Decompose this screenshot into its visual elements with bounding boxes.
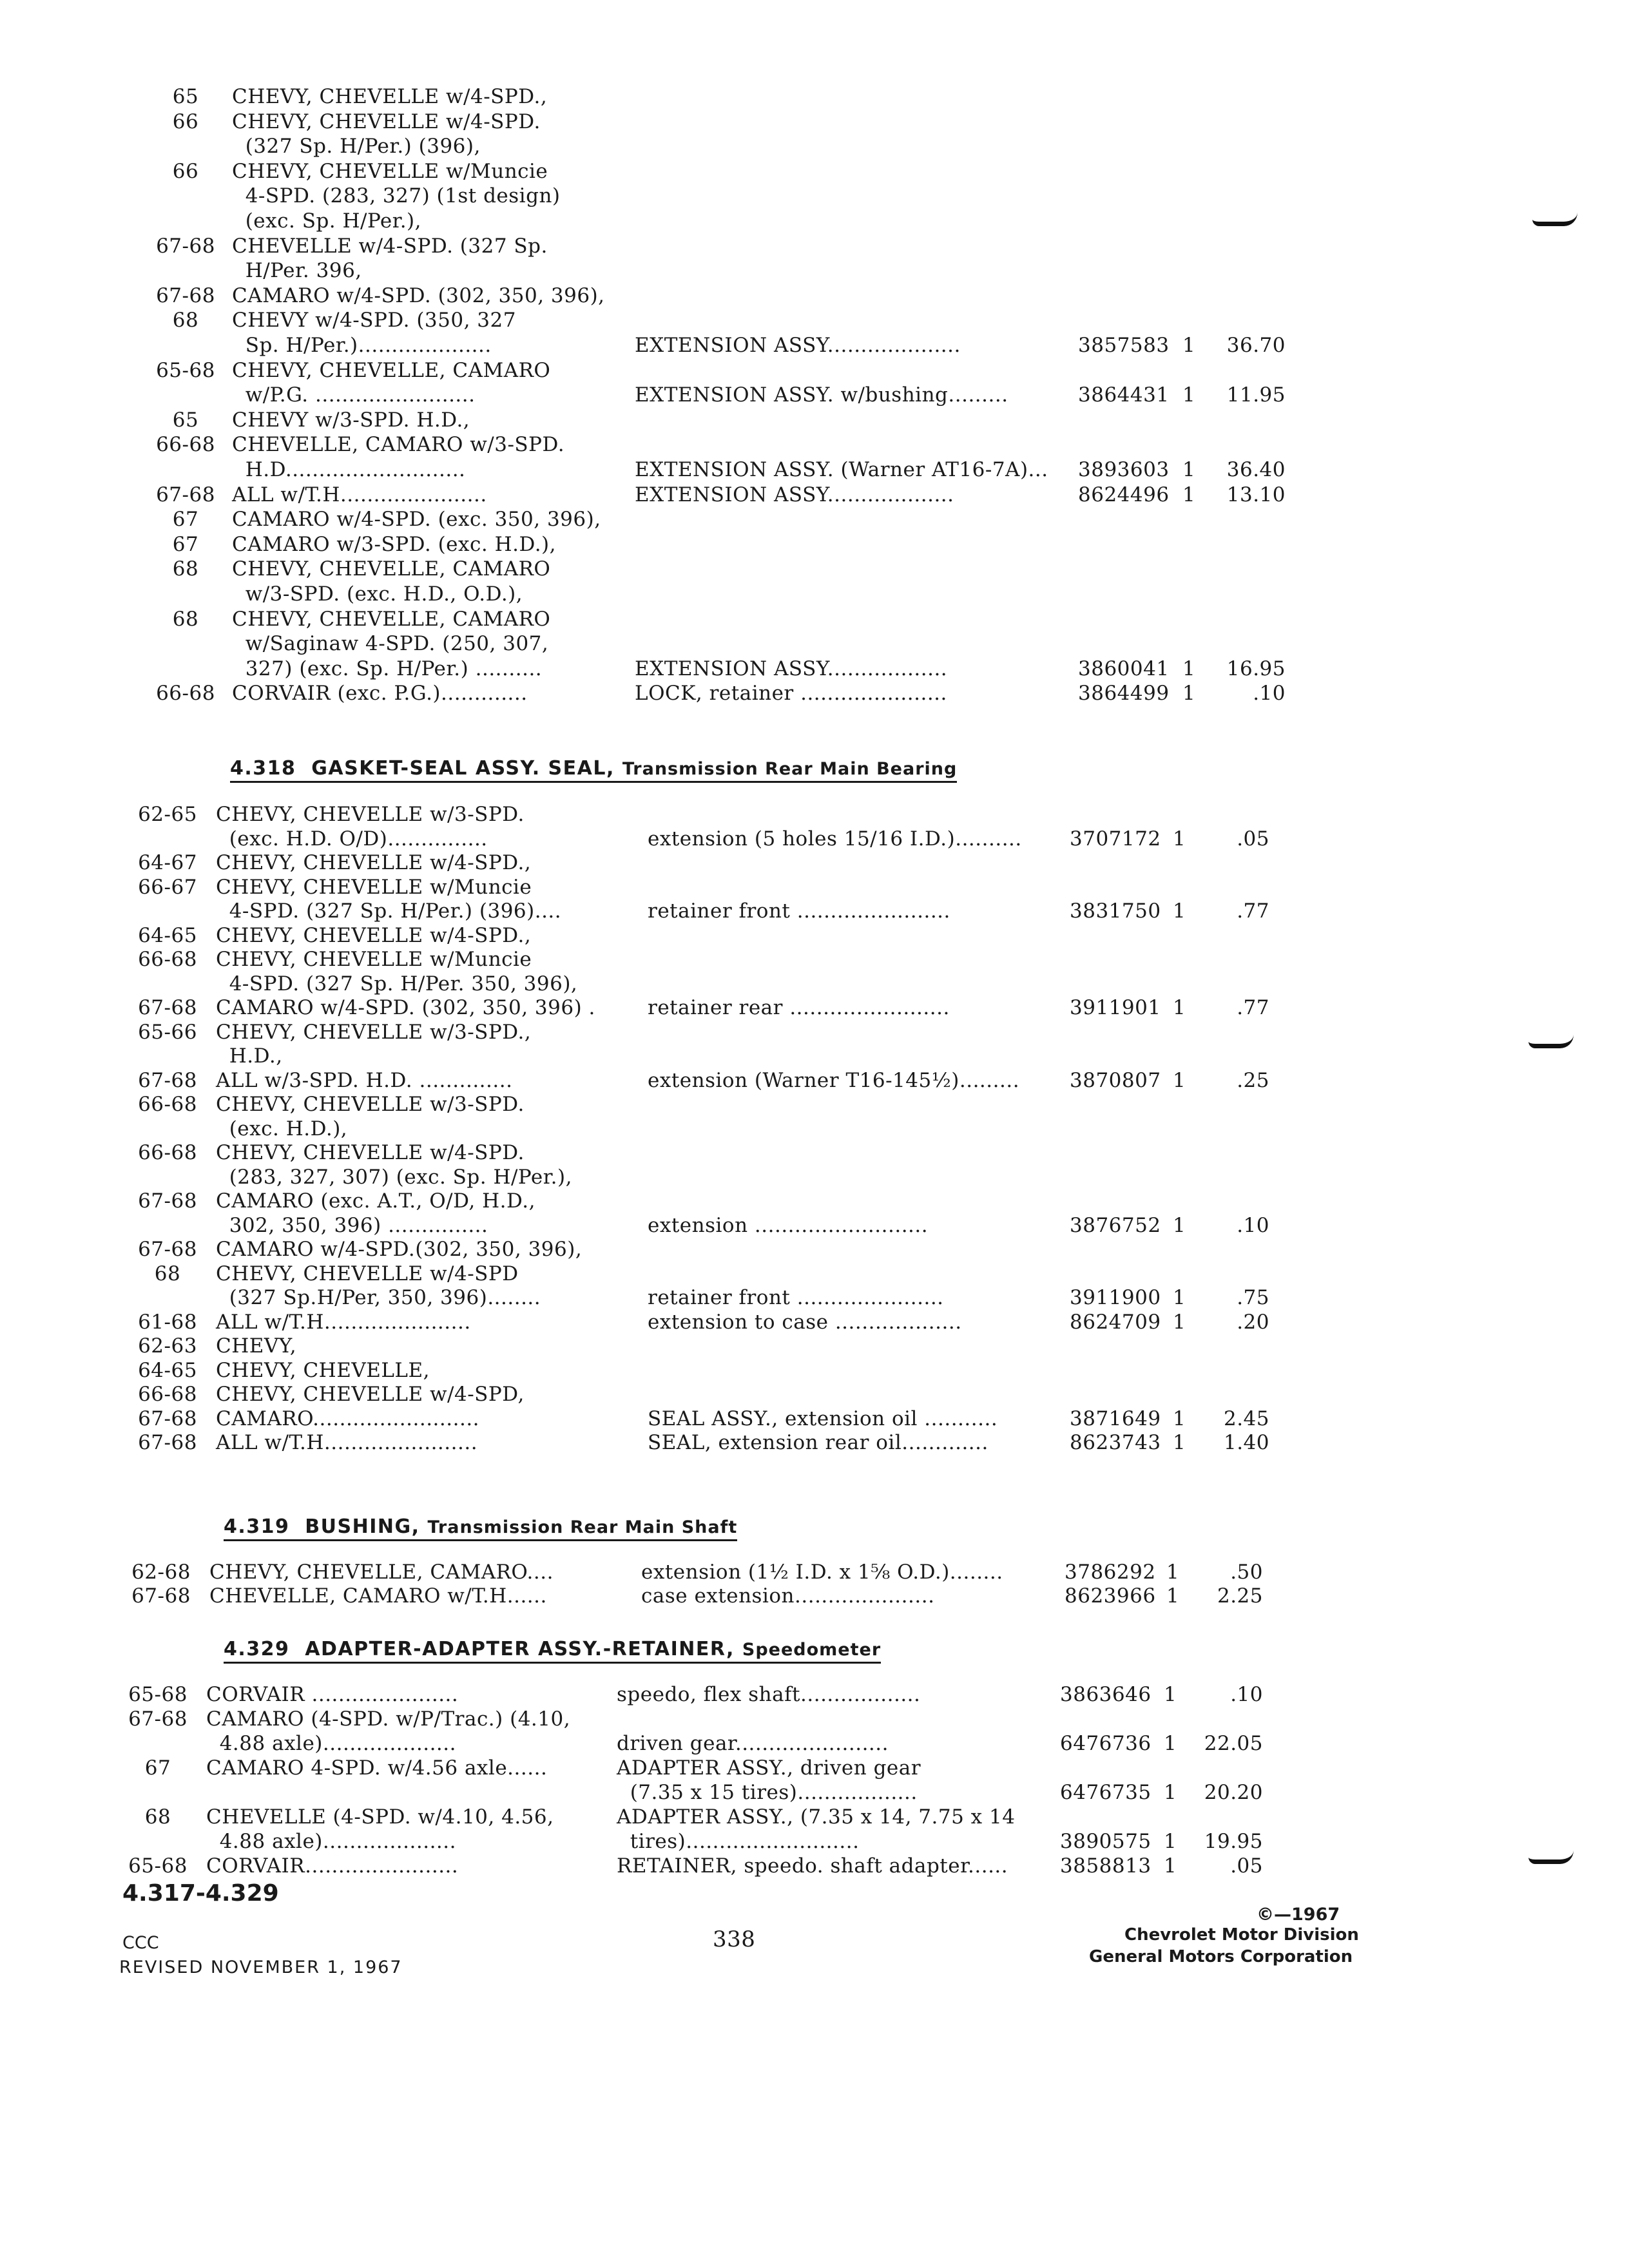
section-subtitle: Transmission Rear Main Bearing	[622, 759, 958, 779]
model-year: 61-68	[138, 1311, 197, 1334]
part-number: 3911901	[1070, 996, 1161, 1019]
model-year: 67	[172, 508, 199, 531]
part-description: extension ..........................	[648, 1214, 929, 1237]
model-year: 68	[172, 309, 199, 332]
corporation-name: General Motors Corporation	[1089, 1947, 1353, 1966]
vehicle-model: CAMARO w/4-SPD. (exc. 350, 396),	[232, 508, 601, 531]
price: 20.20	[1204, 1781, 1263, 1804]
vehicle-model: CAMARO w/4-SPD.(302, 350, 396),	[216, 1238, 583, 1261]
vehicle-model: (exc. H.D.),	[216, 1117, 348, 1140]
part-number: 3864431	[1078, 383, 1170, 407]
part-number: 3786292	[1065, 1561, 1156, 1584]
vehicle-model: CAMARO (exc. A.T., O/D, H.D.,	[216, 1189, 535, 1213]
vehicle-model: CHEVY w/4-SPD. (350, 327	[232, 309, 516, 332]
section-title: ADAPTER-ADAPTER ASSY.-RETAINER,	[305, 1638, 735, 1660]
part-description: EXTENSION ASSY. w/bushing.........	[635, 383, 1008, 407]
part-number: 8623743	[1070, 1431, 1161, 1454]
price: .77	[1237, 996, 1269, 1019]
vehicle-model: w/Saginaw 4-SPD. (250, 307,	[232, 632, 549, 655]
model-year: 66	[172, 110, 199, 133]
vehicle-model: CHEVY, CHEVELLE w/4-SPD.,	[216, 924, 532, 947]
vehicle-model: CHEVY, CHEVELLE w/Muncie	[232, 160, 548, 183]
model-year: 67-68	[138, 996, 197, 1019]
section-title: BUSHING,	[305, 1515, 420, 1538]
model-year: 65	[172, 408, 199, 432]
part-description: extension (Warner T16-145½).........	[648, 1069, 1020, 1092]
vehicle-model: CHEVY, CHEVELLE w/3-SPD.	[216, 803, 525, 826]
vehicle-model: CHEVY, CHEVELLE, CAMARO	[232, 608, 551, 631]
price: .77	[1237, 899, 1269, 923]
price: 13.10	[1226, 483, 1286, 506]
vehicle-model: CHEVELLE, CAMARO w/T.H......	[209, 1584, 547, 1608]
vehicle-model: 327) (exc. Sp. H/Per.) ..........	[232, 657, 543, 680]
section-heading	[230, 757, 957, 783]
vehicle-model: w/3-SPD. (exc. H.D., O.D.),	[232, 582, 523, 606]
model-year: 65-66	[138, 1021, 197, 1044]
division-name: Chevrolet Motor Division	[1124, 1925, 1359, 1945]
section-subtitle: Speedometer	[742, 1640, 882, 1660]
vehicle-model: 4.88 axle)....................	[206, 1830, 456, 1853]
vehicle-model: CHEVY, CHEVELLE w/4-SPD.	[232, 110, 541, 133]
vehicle-model: H/Per. 396,	[232, 259, 362, 282]
vehicle-model: H.D...........................	[232, 458, 466, 481]
part-number: 3864499	[1078, 682, 1170, 705]
quantity: 1	[1173, 1069, 1186, 1092]
section-number: 4.318	[230, 757, 296, 780]
price: .10	[1253, 682, 1286, 705]
model-year: 68	[172, 608, 199, 631]
vehicle-model: CHEVY w/3-SPD. H.D.,	[232, 408, 470, 432]
section-heading	[224, 1515, 737, 1541]
quantity: 1	[1173, 827, 1186, 850]
part-description: LOCK, retainer ......................	[635, 682, 947, 705]
section-heading	[224, 1638, 881, 1664]
quantity: 1	[1182, 682, 1196, 705]
part-number: 3860041	[1078, 657, 1170, 680]
part-description: speedo, flex shaft..................	[617, 1683, 921, 1706]
section-number: 4.319	[224, 1515, 290, 1538]
model-year: 64-65	[138, 1359, 197, 1382]
model-year: 67-68	[138, 1407, 197, 1430]
vehicle-model: CHEVY, CHEVELLE w/4-SPD.	[216, 1141, 525, 1164]
model-year: 66-68	[156, 682, 215, 705]
vehicle-model: CHEVELLE w/4-SPD. (327 Sp.	[232, 235, 548, 258]
quantity: 1	[1173, 996, 1186, 1019]
model-year: 68	[144, 1805, 171, 1829]
vehicle-model: CHEVY, CHEVELLE, CAMARO	[232, 557, 551, 581]
model-year: 65-68	[128, 1683, 188, 1706]
model-year: 62-63	[138, 1334, 197, 1358]
price: 36.40	[1226, 458, 1286, 481]
vehicle-model: CAMARO.........................	[216, 1407, 480, 1430]
part-number: 3863646	[1060, 1683, 1152, 1706]
quantity: 1	[1182, 458, 1196, 481]
part-description: SEAL, extension rear oil.............	[648, 1431, 988, 1454]
model-year: 67-68	[156, 284, 215, 307]
price: .50	[1230, 1561, 1263, 1584]
quantity: 1	[1182, 483, 1196, 506]
part-description: RETAINER, speedo. shaft adapter......	[617, 1854, 1008, 1878]
model-year: 67-68	[128, 1707, 188, 1731]
model-year: 66-68	[138, 1383, 197, 1406]
price: 1.40	[1223, 1431, 1269, 1454]
model-year: 66-68	[156, 433, 215, 456]
vehicle-model: 4-SPD. (283, 327) (1st design)	[232, 184, 561, 207]
vehicle-model: CORVAIR ......................	[206, 1683, 459, 1706]
model-year: 67	[144, 1756, 171, 1780]
model-year: 65-68	[128, 1854, 188, 1878]
quantity: 1	[1173, 1431, 1186, 1454]
part-number: 3858813	[1060, 1854, 1152, 1878]
quantity: 1	[1173, 1214, 1186, 1237]
vehicle-model: CHEVY, CHEVELLE, CAMARO....	[209, 1561, 554, 1584]
binding-mark	[1528, 1850, 1574, 1864]
vehicle-model: CHEVY, CHEVELLE w/3-SPD.	[216, 1093, 525, 1116]
model-year: 67-68	[138, 1189, 197, 1213]
price: .20	[1237, 1311, 1269, 1334]
part-number: 3831750	[1070, 899, 1161, 923]
vehicle-model: w/P.G. ........................	[232, 383, 476, 407]
vehicle-model: CAMARO w/4-SPD. (302, 350, 396),	[232, 284, 605, 307]
section-subtitle: Transmission Rear Main Shaft	[427, 1517, 738, 1537]
model-year: 66-68	[138, 1141, 197, 1164]
model-year: 66-68	[138, 948, 197, 971]
part-description: EXTENSION ASSY...................	[635, 483, 954, 506]
quantity: 1	[1166, 1584, 1180, 1608]
part-number: 3876752	[1070, 1214, 1161, 1237]
section-range: 4.317-4.329	[122, 1880, 279, 1907]
binding-mark	[1528, 1035, 1574, 1048]
model-year: 68	[154, 1262, 181, 1285]
model-year: 62-68	[131, 1561, 191, 1584]
quantity: 1	[1164, 1781, 1177, 1804]
price: 22.05	[1204, 1732, 1263, 1755]
vehicle-model: 4-SPD. (327 Sp. H/Per. 350, 396),	[216, 972, 578, 995]
model-year: 67-68	[156, 235, 215, 258]
model-year: 66-68	[138, 1093, 197, 1116]
quantity: 1	[1182, 657, 1196, 680]
model-year: 65-68	[156, 359, 215, 382]
part-number: 3890575	[1060, 1830, 1152, 1853]
binding-mark	[1532, 213, 1577, 226]
vehicle-model: CHEVY, CHEVELLE w/4-SPD	[216, 1262, 519, 1285]
vehicle-model: CHEVY, CHEVELLE w/4-SPD.,	[232, 85, 548, 108]
section-title: GASKET-SEAL ASSY. SEAL,	[311, 757, 615, 780]
model-year: 64-67	[138, 851, 197, 874]
revised-date: REVISED NOVEMBER 1, 1967	[119, 1957, 403, 1977]
vehicle-model: CHEVY, CHEVELLE w/Muncie	[216, 948, 532, 971]
part-description: (7.35 x 15 tires)..................	[617, 1781, 918, 1804]
quantity: 1	[1164, 1830, 1177, 1853]
quantity: 1	[1173, 899, 1186, 923]
vehicle-model: (283, 327, 307) (exc. Sp. H/Per.),	[216, 1166, 572, 1189]
vehicle-model: 4.88 axle)....................	[206, 1732, 456, 1755]
part-number: 6476735	[1060, 1781, 1152, 1804]
vehicle-model: ALL w/T.H......................	[232, 483, 487, 506]
vehicle-model: CHEVY, CHEVELLE w/Muncie	[216, 876, 532, 899]
part-number: 8624496	[1078, 483, 1170, 506]
part-number: 3707172	[1070, 827, 1161, 850]
part-description: ADAPTER ASSY., driven gear	[617, 1756, 921, 1780]
vehicle-model: ALL w/3-SPD. H.D. ..............	[216, 1069, 513, 1092]
quantity: 1	[1164, 1732, 1177, 1755]
vehicle-model: CAMARO w/4-SPD. (302, 350, 396) .	[216, 996, 595, 1019]
vehicle-model: CAMARO (4-SPD. w/P/Trac.) (4.10,	[206, 1707, 571, 1731]
model-year: 66	[172, 160, 199, 183]
part-description: EXTENSION ASSY. (Warner AT16-7A)...	[635, 458, 1048, 481]
vehicle-model: CHEVY,	[216, 1334, 297, 1358]
model-year: 67-68	[156, 483, 215, 506]
part-description: tires)..........................	[617, 1830, 860, 1853]
copyright: ©—1967	[1257, 1905, 1340, 1925]
vehicle-model: ALL w/T.H.......................	[216, 1431, 478, 1454]
quantity: 1	[1182, 334, 1196, 357]
vehicle-model: (327 Sp.H/Per, 350, 396)........	[216, 1286, 541, 1309]
part-description: SEAL ASSY., extension oil ...........	[648, 1407, 998, 1430]
part-description: extension to case ...................	[648, 1311, 962, 1334]
quantity: 1	[1164, 1854, 1177, 1878]
part-description: EXTENSION ASSY..................	[635, 657, 948, 680]
vehicle-model: ALL w/T.H......................	[216, 1311, 471, 1334]
quantity: 1	[1173, 1407, 1186, 1430]
price: 19.95	[1204, 1830, 1263, 1853]
vehicle-model: CHEVY, CHEVELLE w/4-SPD.,	[216, 851, 532, 874]
price: 11.95	[1226, 383, 1286, 407]
vehicle-model: CHEVELLE, CAMARO w/3-SPD.	[232, 433, 565, 456]
part-description: retainer rear ........................	[648, 996, 950, 1019]
vehicle-model: CHEVY, CHEVELLE, CAMARO	[232, 359, 551, 382]
vehicle-model: Sp. H/Per.)....................	[232, 334, 492, 357]
vehicle-model: (exc. Sp. H/Per.),	[232, 209, 421, 233]
price: .05	[1230, 1854, 1263, 1878]
part-number: 3857583	[1078, 334, 1170, 357]
vehicle-model: CORVAIR.......................	[206, 1854, 459, 1878]
part-description: driven gear.......................	[617, 1732, 889, 1755]
vehicle-model: CORVAIR (exc. P.G.).............	[232, 682, 528, 705]
vehicle-model: 4-SPD. (327 Sp. H/Per.) (396)....	[216, 899, 562, 923]
part-description: extension (1½ I.D. x 1⅝ O.D.)........	[641, 1561, 1003, 1584]
vehicle-model: CHEVY, CHEVELLE w/3-SPD.,	[216, 1021, 532, 1044]
part-description: extension (5 holes 15/16 I.D.)..........	[648, 827, 1022, 850]
page-number: 338	[713, 1927, 756, 1952]
model-year: 67-68	[138, 1069, 197, 1092]
vehicle-model: CHEVELLE (4-SPD. w/4.10, 4.56,	[206, 1805, 554, 1829]
model-year: 67-68	[131, 1584, 191, 1608]
price: .75	[1237, 1286, 1269, 1309]
section-number: 4.329	[224, 1638, 290, 1660]
vehicle-model: (exc. H.D. O/D)...............	[216, 827, 488, 850]
vehicle-model: CHEVY, CHEVELLE,	[216, 1359, 430, 1382]
price: .05	[1237, 827, 1269, 850]
price: 2.25	[1217, 1584, 1263, 1608]
model-year: 64-65	[138, 924, 197, 947]
part-number: 3871649	[1070, 1407, 1161, 1430]
vehicle-model: (327 Sp. H/Per.) (396),	[232, 135, 481, 158]
vehicle-model: CAMARO 4-SPD. w/4.56 axle......	[206, 1756, 548, 1780]
price: 2.45	[1223, 1407, 1269, 1430]
model-year: 68	[172, 557, 199, 581]
price: .10	[1230, 1683, 1263, 1706]
vehicle-model: H.D.,	[216, 1044, 283, 1068]
quantity: 1	[1182, 383, 1196, 407]
part-description: ADAPTER ASSY., (7.35 x 14, 7.75 x 14	[617, 1805, 1016, 1829]
part-number: 3911900	[1070, 1286, 1161, 1309]
part-number: 3893603	[1078, 458, 1170, 481]
model-year: 62-65	[138, 803, 197, 826]
model-year: 67-68	[138, 1238, 197, 1261]
part-description: retainer front ......................	[648, 1286, 944, 1309]
price: .10	[1237, 1214, 1269, 1237]
vehicle-model: 302, 350, 396) ...............	[216, 1214, 488, 1237]
model-year: 65	[172, 85, 199, 108]
quantity: 1	[1166, 1561, 1180, 1584]
vehicle-model: CAMARO w/3-SPD. (exc. H.D.),	[232, 533, 557, 556]
price: .25	[1237, 1069, 1269, 1092]
part-description: retainer front .......................	[648, 899, 950, 923]
part-number: 8623966	[1065, 1584, 1156, 1608]
vehicle-model: CHEVY, CHEVELLE w/4-SPD,	[216, 1383, 525, 1406]
model-year: 66-67	[138, 876, 197, 899]
part-description: case extension.....................	[641, 1584, 935, 1608]
part-description: EXTENSION ASSY....................	[635, 334, 961, 357]
quantity: 1	[1173, 1311, 1186, 1334]
catalog-code: CCC	[122, 1933, 159, 1953]
price: 16.95	[1226, 657, 1286, 680]
price: 36.70	[1226, 334, 1286, 357]
quantity: 1	[1164, 1683, 1177, 1706]
quantity: 1	[1173, 1286, 1186, 1309]
model-year: 67	[172, 533, 199, 556]
part-number: 6476736	[1060, 1732, 1152, 1755]
part-number: 8624709	[1070, 1311, 1161, 1334]
model-year: 67-68	[138, 1431, 197, 1454]
part-number: 3870807	[1070, 1069, 1161, 1092]
